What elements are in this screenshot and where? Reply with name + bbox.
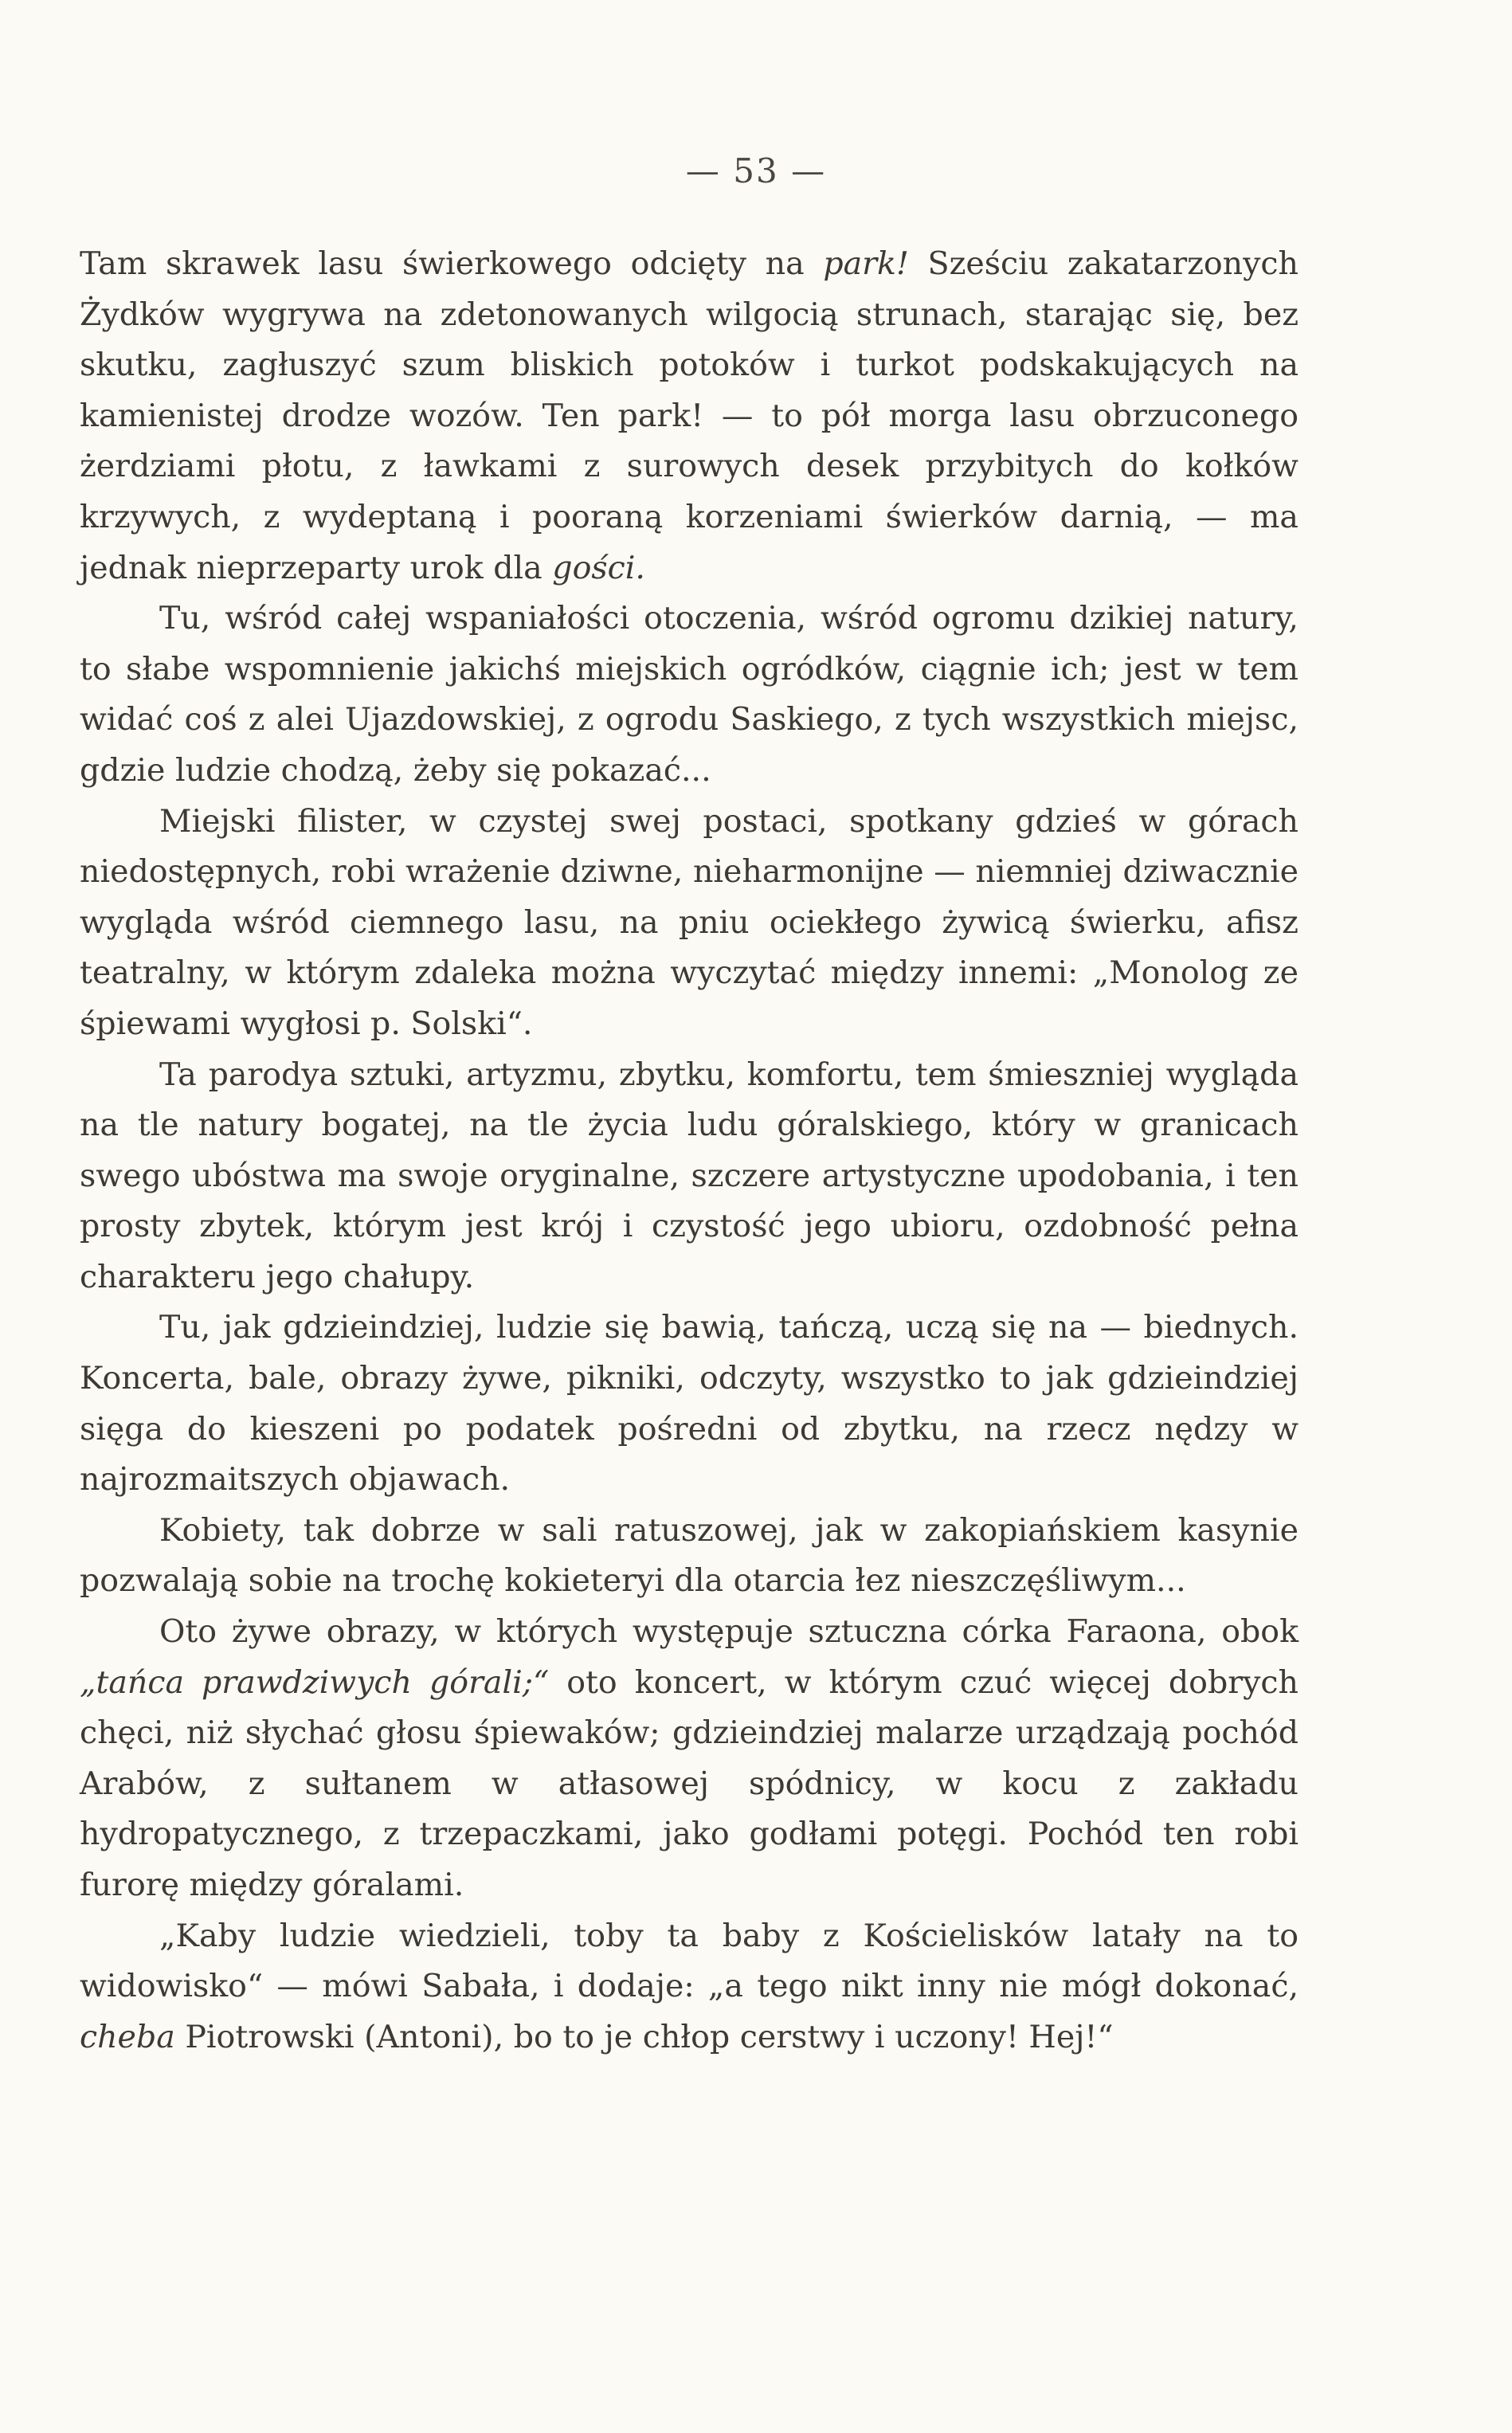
text-run: Tu, wśród całej wspaniałości otoczenia, wśród ogromu dzikiej natury, to słabe wspomnienie jakichś miejskich ogródków, ciągnie ich; jest w tem widać coś z alei Ujazdowskiej, z ogrodu Saskiego, z tych wszystkich miejsc, gdzie ludzie chodzą, żeby się pokazać... bbox=[80, 600, 1299, 789]
paragraph bbox=[80, 1303, 1299, 1505]
text-run: Sześciu zakatarzonych Żydków wygrywa na zdetonowanych wilgocią strunach, starając się, bez skutku, zagłuszyć szum bliskich potoków i turkot podskakujących na kamienistej drodze wozów. Ten park! — to pół morga lasu obrzuconego żerdziami płotu, z ławkami z surowych desek przybitych do kołków krzywych, z wydeptaną i pooraną korzeniami świerków darnią, — ma jednak nieprzeparty urok dla bbox=[80, 245, 1299, 586]
text-run: Tu, jak gdzieindziej, ludzie się bawią, tańczą, uczą się na — biednych. Koncerta, bale, obrazy żywe, pikniki, odczyty, wszystko to jak gdzieindziej sięga do kieszeni po podatek pośredni od zbytku, na rzecz nędzy w najrozmaitszych objawach. bbox=[80, 1309, 1299, 1499]
italic-text: „tańca prawdziwych górali;“ bbox=[80, 1663, 550, 1701]
text-run: oto koncert, w którym czuć więcej dobrych chęci, niż słychać głosu śpiewaków; gdzieindziej malarze urządzają pochód Arabów, z sułtanem w atłasowej spódnicy, w kocu z zakładu hydropatycznego, z trzepaczkami, jako godłami potęgi. Pochód ten robi furorę między góralami. bbox=[80, 1663, 1299, 1903]
text-run: Ta parodya sztuki, artyzmu, zbytku, komfortu, tem śmieszniej wygląda na tle natury bogatej, na tle życia ludu góralskiego, który w granicach swego ubóstwa ma swoje oryginalne, szczere artystyczne upodobania, i ten prosty zbytek, którym jest krój i czystość jego ubioru, ozdobność pełna charakteru jego chałupy. bbox=[80, 1056, 1299, 1295]
text-run: „Kaby ludzie wiedzieli, toby ta baby z Kościelisków latały na to widowisko“ — mówi Sabała, i dodaje: „a tego nikt inny nie mógł dokonać, bbox=[80, 1917, 1299, 2005]
paragraph bbox=[80, 1607, 1299, 1911]
text-run: Piotrowski (Antoni), bo to je chłop cerstwy i uczony! Hej!“ bbox=[174, 2018, 1114, 2055]
paragraph bbox=[80, 1050, 1299, 1303]
body-text bbox=[80, 239, 1299, 2063]
italic-text: park! bbox=[823, 245, 909, 282]
paragraph bbox=[80, 1911, 1299, 2063]
italic-text: gości. bbox=[552, 549, 645, 586]
paragraph bbox=[80, 594, 1299, 796]
paragraph bbox=[80, 239, 1299, 594]
text-run: Tam skrawek lasu świerkowego odcięty na bbox=[80, 245, 824, 282]
text-run: Oto żywe obrazy, w których występuje sztuczna córka Faraona, obok bbox=[159, 1613, 1299, 1651]
italic-text: cheba bbox=[80, 2018, 175, 2055]
page-number: — 53 — bbox=[685, 151, 827, 190]
paragraph bbox=[80, 797, 1299, 1050]
text-run: Miejski filister, w czystej swej postaci, spotkany gdzieś w górach niedostępnych, robi wrażenie dziwne, nieharmonijne — niemniej dziwacznie wygląda wśród ciemnego lasu, na pniu ociekłego żywicą świerku, afisz teatralny, w którym zdaleka można wyczytać między innemi: „Monolog ze śpiewami wygłosi p. Solski“. bbox=[80, 802, 1299, 1042]
paragraph bbox=[80, 1506, 1299, 1607]
text-run: Kobiety, tak dobrze w sali ratuszowej, jak w zakopiańskiem kasynie pozwalają sobie na trochę kokieteryi dla otarcia łez nieszczęśliwym... bbox=[80, 1511, 1299, 1600]
